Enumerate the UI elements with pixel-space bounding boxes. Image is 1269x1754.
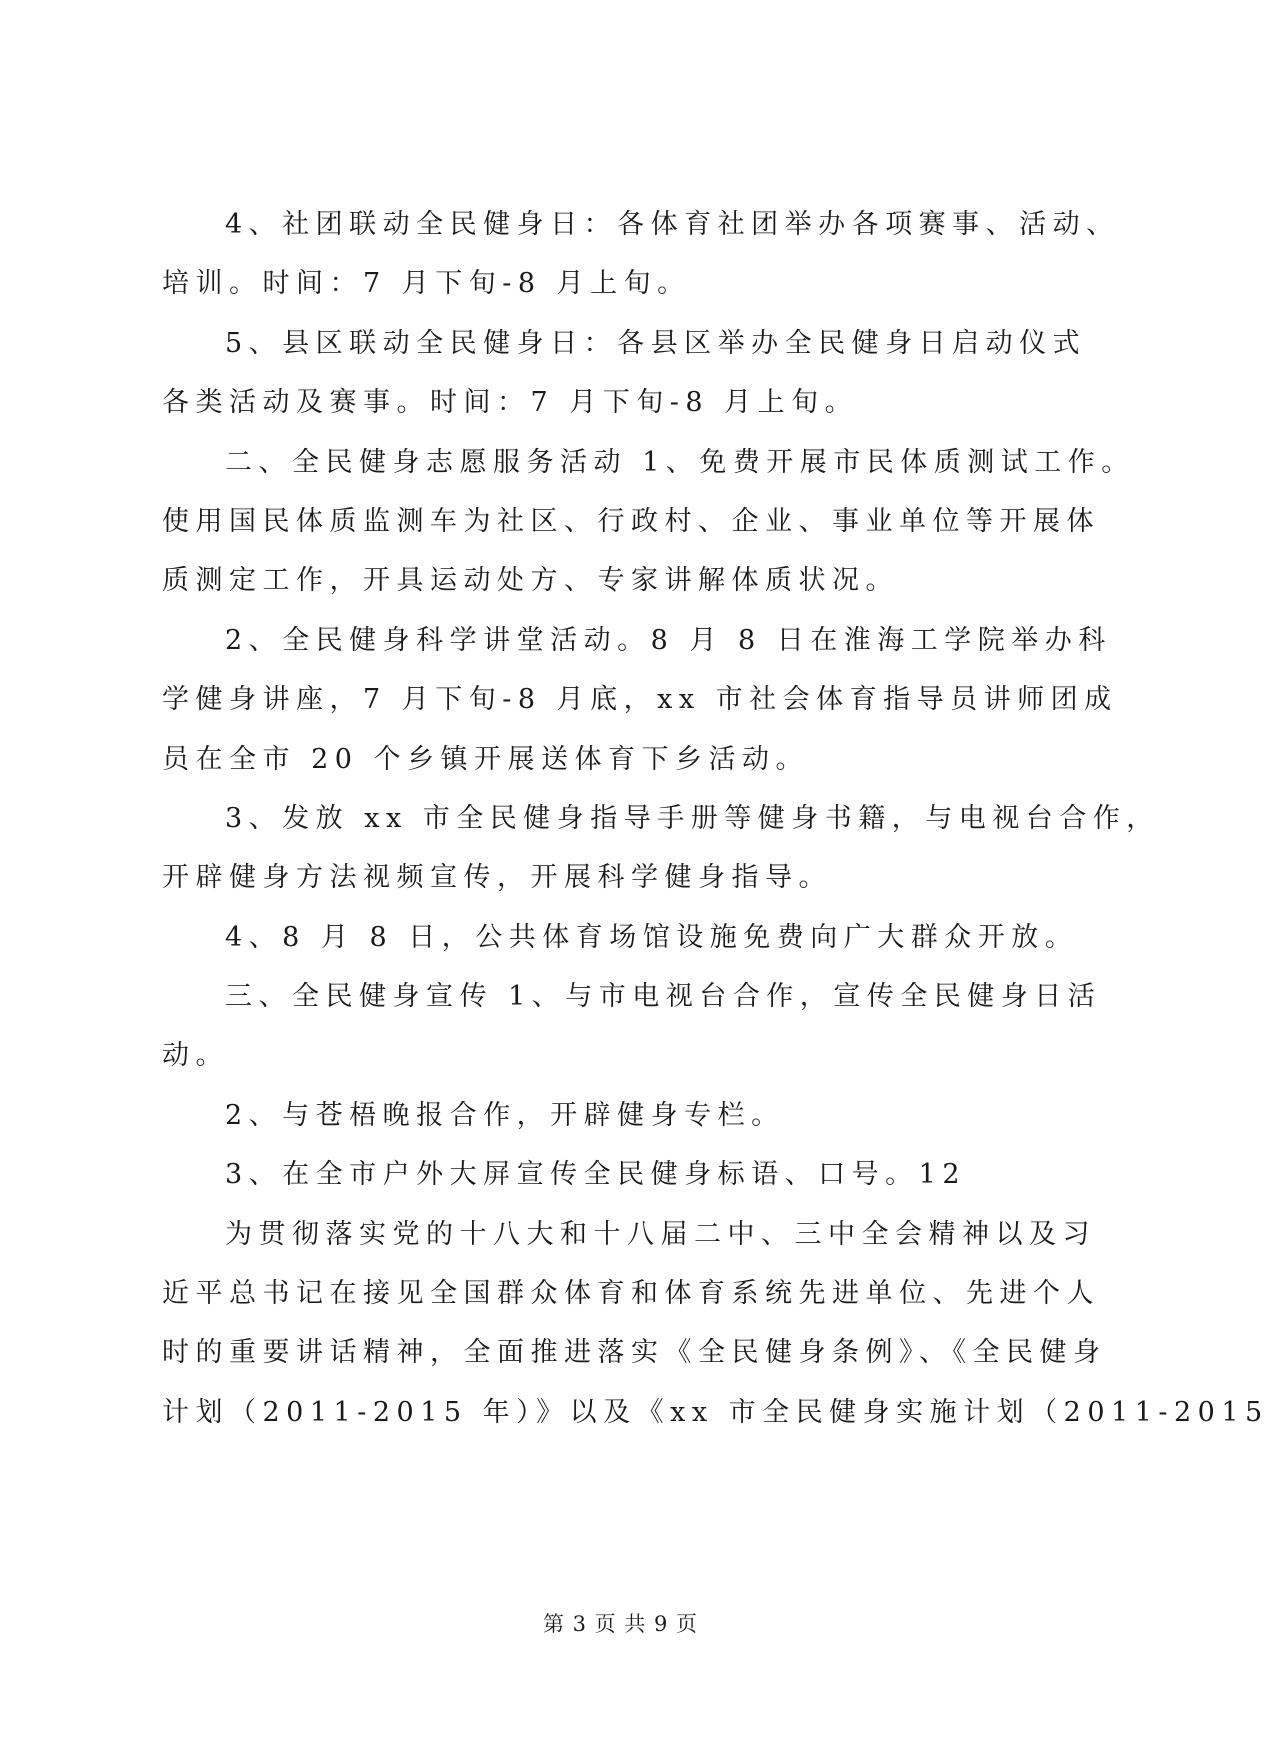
text-line: 时的重要讲话精神，全面推进落实《全民健身条例》、《全民健身 (162, 1337, 1107, 1369)
text-line: 二、全民健身志愿服务活动 1、免费开展市民体质测试工作。 (225, 446, 1135, 478)
text-line: 4、8 月 8 日，公共体育场馆设施免费向广大群众开放。 (225, 921, 1079, 953)
text-line: 开辟健身方法视频宣传，开展科学健身指导。 (162, 862, 832, 894)
text-line: 使用国民体质监测车为社区、行政村、企业、事业单位等开展体 (162, 505, 1100, 537)
text-line: 培训。时间：7 月下旬-8 月上旬。 (162, 268, 691, 300)
text-line: 2、全民健身科学讲堂活动。8 月 8 日在淮海工学院举办科 (225, 624, 1112, 656)
document-body (162, 195, 1269, 1442)
text-line: 4、社团联动全民健身日：各体育社团举办各项赛事、活动、 (225, 209, 1120, 240)
text-line: 3、发放 xx 市全民健身指导手册等健身书籍，与电视台合作， (225, 802, 1160, 834)
text-line: 质测定工作，开具运动处方、专家讲解体质状况。 (162, 565, 899, 597)
page-number-footer: 第 3 页 共 9 页 (542, 1612, 699, 1636)
text-line: 5、县区联动全民健身日：各县区举办全民健身日启动仪式 (225, 327, 1087, 359)
text-line: 3、在全市户外大屏宣传全民健身标语、口号。12 (225, 1159, 967, 1191)
text-line: 三、全民健身宣传 1、与市电视台合作，宣传全民健身日活 (225, 981, 1102, 1013)
text-line: 员在全市 20 个乡镇开展送体育下乡活动。 (162, 743, 810, 775)
text-line: 学健身讲座，7 月下旬-8 月底，xx 市社会体育指导员讲师团成 (162, 684, 1118, 716)
text-line: 动。 (162, 1040, 229, 1072)
text-line: 各类活动及赛事。时间：7 月下旬-8 月上旬。 (162, 387, 859, 419)
text-line: 2、与苍梧晚报合作，开辟健身专栏。 (225, 1099, 785, 1131)
text-line: 近平总书记在接见全国群众体育和体育系统先进单位、先进个人 (162, 1278, 1100, 1310)
text-line: 计划（2011-2015 年）》以及《xx 市全民健身实施计划（2011-2015 (162, 1396, 1269, 1428)
text-line: 为贯彻落实党的十八大和十八届二中、三中全会精神以及习 (225, 1218, 1096, 1250)
